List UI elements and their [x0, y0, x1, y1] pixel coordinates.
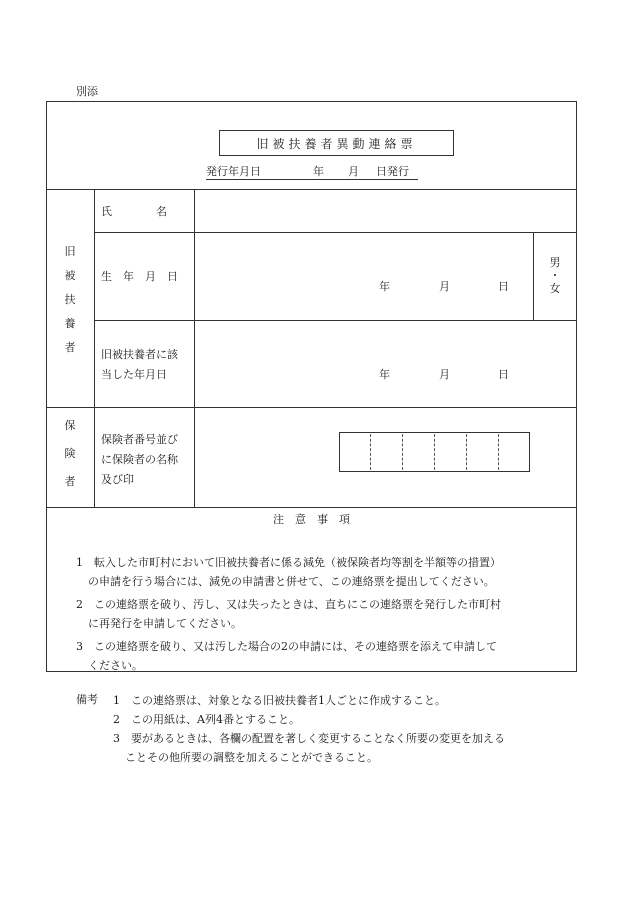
- birth-day-label: 日: [498, 280, 509, 293]
- digit-separator: [434, 434, 435, 470]
- divider-gender-col: [533, 232, 534, 320]
- note-item: 2 この連絡票を破り、汚し、又は失ったときは、直ちにこの連絡票を発行した市町村 に再発行を申請してください。: [76, 598, 501, 630]
- annex-label: 別添: [76, 85, 98, 98]
- applicable-month-label: 月: [439, 368, 450, 381]
- applicable-year-label: 年: [379, 368, 390, 381]
- applicable-date-field[interactable]: [196, 322, 576, 406]
- name-label: 氏 名: [101, 205, 167, 218]
- issue-date-label: 発行年月日: [206, 165, 261, 178]
- divider-label-col: [194, 189, 195, 507]
- digit-separator: [498, 434, 499, 470]
- remarks-label: 備考: [76, 693, 98, 706]
- applicable-day-label: 日: [498, 368, 509, 381]
- insurer-label: 保険者番号並び に保険者の名称 及び印: [101, 433, 178, 486]
- applicable-date-label: 旧被扶養者に該 当した年月日: [101, 348, 178, 381]
- divider-birth: [94, 320, 577, 321]
- digit-separator: [370, 434, 371, 470]
- remark-item: 1 この連絡票は、対象となる旧被扶養者1人ごとに作成すること。: [113, 694, 446, 707]
- digit-separator: [466, 434, 467, 470]
- divider-top: [46, 189, 577, 190]
- name-field[interactable]: [196, 191, 576, 231]
- note-item: 3 この連絡票を破り、又は汚した場合の2の申請には、その連絡票を添えて申請して ください。: [76, 640, 497, 672]
- divider-name: [94, 232, 577, 233]
- remark-item: 3 要があるときは、各欄の配置を著しく変更することなく所要の変更を加える ことその他所要の調整を加えることができること。: [113, 732, 505, 764]
- form-title: 旧被扶養者異動連絡票: [256, 136, 417, 151]
- birth-date-field[interactable]: [196, 234, 532, 319]
- remark-item: 2 この用紙は、A列4番とすること。: [113, 713, 300, 726]
- digit-separator: [402, 434, 403, 470]
- gender-selector[interactable]: 男 ・ 女: [549, 256, 561, 295]
- issue-month-label: 月: [348, 165, 359, 178]
- birth-label: 生 年 月 日: [101, 270, 178, 283]
- note-item: 1 転入した市町村において旧被扶養者に係る減免（被保険者均等割を半額等の措置） の申請を行う場合には、減免の申請書と併せて、この連絡票を提出してください。: [76, 556, 501, 588]
- issue-year-label: 年: [313, 165, 324, 178]
- birth-month-label: 月: [439, 280, 450, 293]
- divider-dependent: [46, 407, 577, 408]
- divider-group-col: [94, 189, 95, 507]
- issue-day-label: 日発行: [376, 165, 409, 178]
- dependent-group-label: 旧 被 扶 養 者: [64, 245, 76, 354]
- issue-date: [206, 163, 418, 180]
- notes-heading: 注 意 事 項: [273, 513, 350, 526]
- insurer-group-label: 保 険 者: [64, 419, 76, 488]
- divider-insurer: [46, 507, 577, 508]
- birth-year-label: 年: [379, 280, 390, 293]
